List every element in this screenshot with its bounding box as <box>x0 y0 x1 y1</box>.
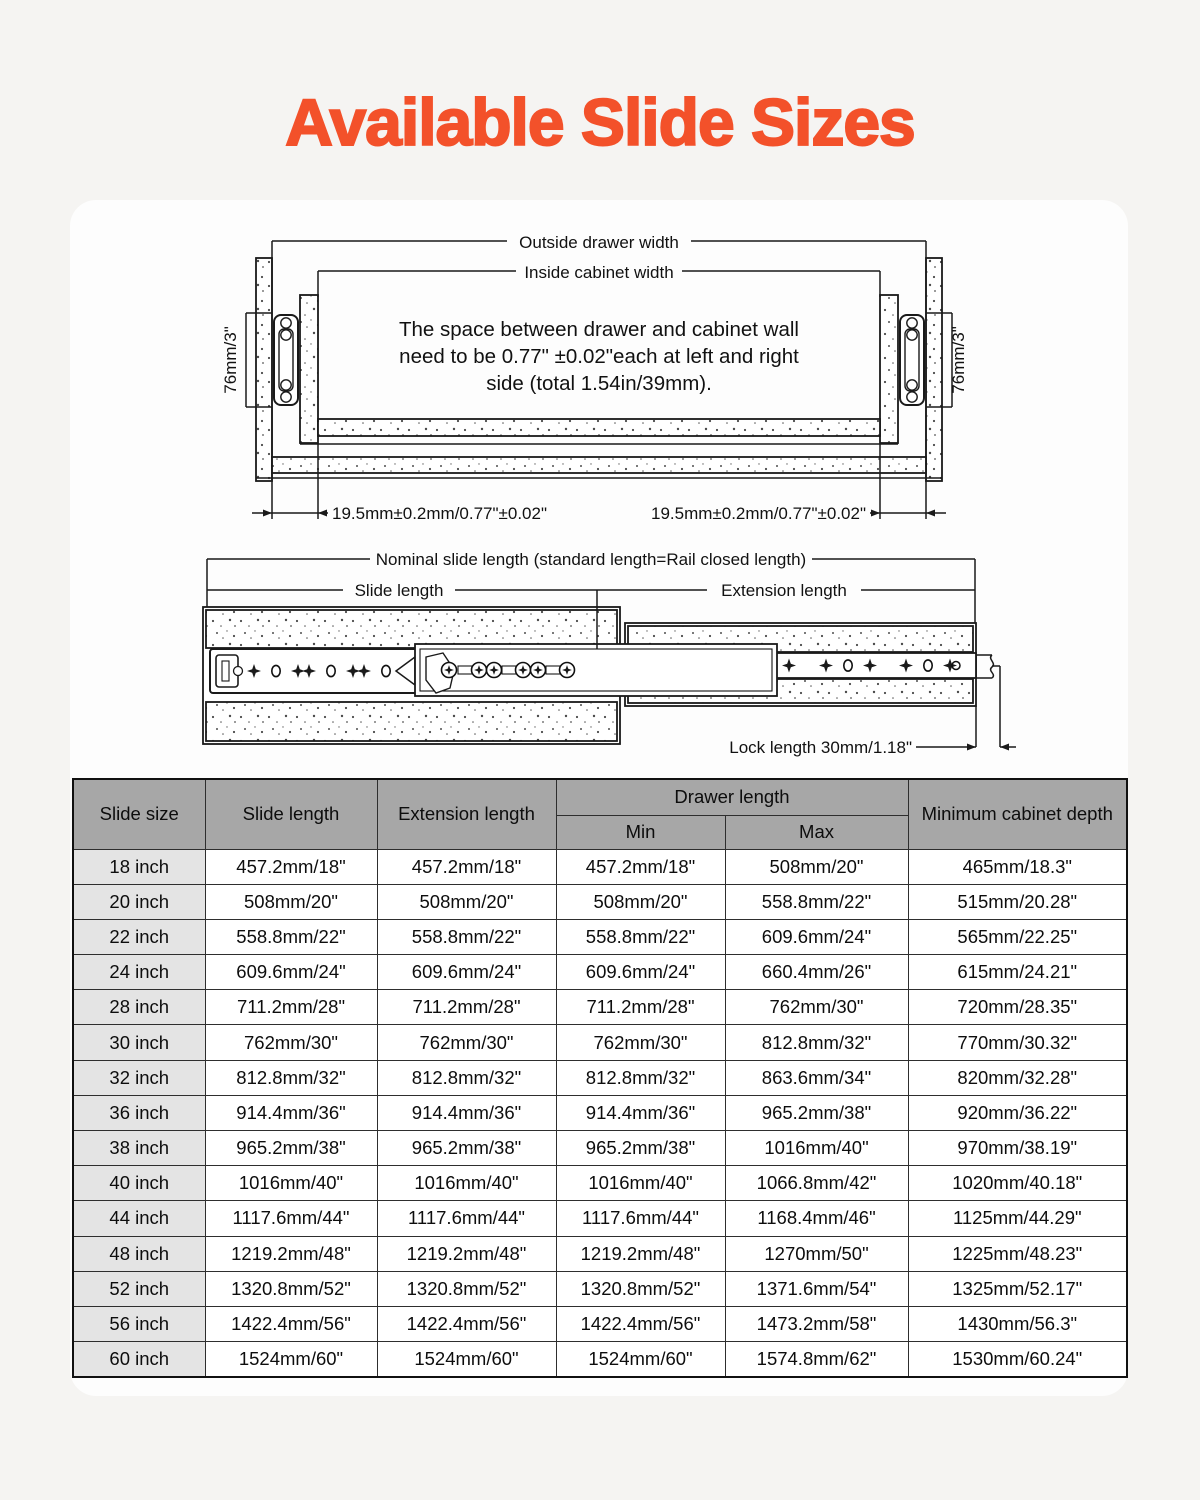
value-cell: 720mm/28.35" <box>908 990 1127 1025</box>
value-cell: 1225mm/48.23" <box>908 1236 1127 1271</box>
drawer-bottom-panel <box>318 419 880 436</box>
svg-text:side (total 1.54in/39mm).: side (total 1.54in/39mm). <box>486 372 712 395</box>
value-cell: 1325mm/52.17" <box>908 1271 1127 1306</box>
slide-size-cell: 44 inch <box>73 1201 205 1236</box>
table-row <box>73 1166 1127 1201</box>
value-cell: 1219.2mm/48" <box>205 1236 377 1271</box>
slide-length-diagram <box>70 545 1128 780</box>
table-row <box>73 1271 1127 1306</box>
content-card <box>70 200 1128 1396</box>
drawer-side-left <box>300 295 318 443</box>
value-cell: 457.2mm/18" <box>556 849 725 884</box>
value-cell: 812.8mm/32" <box>556 1060 725 1095</box>
svg-text:The space between drawer and c: The space between drawer and cabinet wall <box>399 318 799 341</box>
gap-dimension-left <box>252 444 547 523</box>
table-row <box>73 1060 1127 1095</box>
header-min-cabinet-depth: Minimum cabinet depth <box>908 779 1127 849</box>
svg-text:need to be 0.77" ±0.02"each at: need to be 0.77" ±0.02"each at left and right <box>399 345 799 368</box>
value-cell: 711.2mm/28" <box>556 990 725 1025</box>
value-cell: 508mm/20" <box>205 884 377 919</box>
cabinet-wall-right <box>926 258 942 481</box>
value-cell: 711.2mm/28" <box>205 990 377 1025</box>
value-cell: 1066.8mm/42" <box>725 1166 908 1201</box>
value-cell: 609.6mm/24" <box>377 955 556 990</box>
inner-rail <box>396 644 777 696</box>
value-cell: 711.2mm/28" <box>377 990 556 1025</box>
svg-text:Extension length: Extension length <box>721 581 847 600</box>
value-cell: 1020mm/40.18" <box>908 1166 1127 1201</box>
header-slide-length: Slide length <box>205 779 377 849</box>
value-cell: 465mm/18.3" <box>908 849 1127 884</box>
value-cell: 1473.2mm/58" <box>725 1306 908 1341</box>
table-row <box>73 1131 1127 1166</box>
value-cell: 920mm/36.22" <box>908 1095 1127 1130</box>
value-cell: 457.2mm/18" <box>377 849 556 884</box>
value-cell: 812.8mm/32" <box>377 1060 556 1095</box>
value-cell: 1371.6mm/54" <box>725 1271 908 1306</box>
value-cell: 1524mm/60" <box>556 1342 725 1377</box>
gap-dimension-right <box>651 444 946 523</box>
value-cell: 914.4mm/36" <box>556 1095 725 1130</box>
value-cell: 558.8mm/22" <box>205 919 377 954</box>
value-cell: 1524mm/60" <box>205 1342 377 1377</box>
value-cell: 660.4mm/26" <box>725 955 908 990</box>
value-cell: 812.8mm/32" <box>725 1025 908 1060</box>
value-cell: 615mm/24.21" <box>908 955 1127 990</box>
size-table-body <box>73 849 1127 1377</box>
value-cell: 965.2mm/38" <box>377 1131 556 1166</box>
value-cell: 1422.4mm/56" <box>205 1306 377 1341</box>
svg-text:76mm/3": 76mm/3" <box>949 326 968 394</box>
value-cell: 812.8mm/32" <box>205 1060 377 1095</box>
inside-cabinet-width-dimension <box>318 260 880 297</box>
table-row <box>73 1025 1127 1060</box>
svg-text:76mm/3": 76mm/3" <box>221 326 240 394</box>
value-cell: 515mm/20.28" <box>908 884 1127 919</box>
svg-text:19.5mm±0.2mm/0.77"±0.02": 19.5mm±0.2mm/0.77"±0.02" <box>332 504 547 523</box>
value-cell: 1320.8mm/52" <box>377 1271 556 1306</box>
table-row <box>73 849 1127 884</box>
table-row <box>73 955 1127 990</box>
svg-text:Nominal slide length (standard: Nominal slide length (standard length=Rail closed length) <box>375 550 807 569</box>
table-row <box>73 1095 1127 1130</box>
table-row <box>73 1236 1127 1271</box>
table-row <box>73 919 1127 954</box>
slide-size-cell: 18 inch <box>73 849 205 884</box>
value-cell: 508mm/20" <box>725 849 908 884</box>
value-cell: 914.4mm/36" <box>377 1095 556 1130</box>
svg-text:Slide length: Slide length <box>354 581 444 600</box>
table-row <box>73 1201 1127 1236</box>
table-row <box>73 1306 1127 1341</box>
value-cell: 1524mm/60" <box>377 1342 556 1377</box>
slide-size-cell: 40 inch <box>73 1166 205 1201</box>
slide-size-cell: 24 inch <box>73 955 205 990</box>
value-cell: 965.2mm/38" <box>556 1131 725 1166</box>
value-cell: 1574.8mm/62" <box>725 1342 908 1377</box>
value-cell: 965.2mm/38" <box>725 1095 908 1130</box>
value-cell: 1270mm/50" <box>725 1236 908 1271</box>
svg-text:Inside cabinet width: Inside cabinet width <box>524 263 674 282</box>
value-cell: 457.2mm/18" <box>205 849 377 884</box>
header-min: Min <box>556 815 725 849</box>
value-cell: 820mm/32.28" <box>908 1060 1127 1095</box>
slide-size-cell: 52 inch <box>73 1271 205 1306</box>
slide-size-cell: 36 inch <box>73 1095 205 1130</box>
value-cell: 508mm/20" <box>556 884 725 919</box>
value-cell: 762mm/30" <box>556 1025 725 1060</box>
size-table-wrap <box>72 778 1126 1378</box>
slide-profile-right <box>900 315 924 405</box>
value-cell: 508mm/20" <box>377 884 556 919</box>
value-cell: 1016mm/40" <box>556 1166 725 1201</box>
value-cell: 1422.4mm/56" <box>556 1306 725 1341</box>
value-cell: 914.4mm/36" <box>205 1095 377 1130</box>
value-cell: 1016mm/40" <box>377 1166 556 1201</box>
value-cell: 970mm/38.19" <box>908 1131 1127 1166</box>
value-cell: 609.6mm/24" <box>556 955 725 990</box>
value-cell: 1422.4mm/56" <box>377 1306 556 1341</box>
header-extension-length: Extension length <box>377 779 556 849</box>
value-cell: 1530mm/60.24" <box>908 1342 1127 1377</box>
value-cell: 1219.2mm/48" <box>556 1236 725 1271</box>
value-cell: 863.6mm/34" <box>725 1060 908 1095</box>
header-max: Max <box>725 815 908 849</box>
value-cell: 770mm/30.32" <box>908 1025 1127 1060</box>
value-cell: 609.6mm/24" <box>725 919 908 954</box>
value-cell: 1219.2mm/48" <box>377 1236 556 1271</box>
slide-size-cell: 22 inch <box>73 919 205 954</box>
value-cell: 558.8mm/22" <box>725 884 908 919</box>
slide-size-cell: 56 inch <box>73 1306 205 1341</box>
value-cell: 565mm/22.25" <box>908 919 1127 954</box>
slide-size-cell: 60 inch <box>73 1342 205 1377</box>
value-cell: 1016mm/40" <box>725 1131 908 1166</box>
value-cell: 1320.8mm/52" <box>556 1271 725 1306</box>
value-cell: 609.6mm/24" <box>205 955 377 990</box>
value-cell: 1320.8mm/52" <box>205 1271 377 1306</box>
value-cell: 1016mm/40" <box>205 1166 377 1201</box>
svg-text:Lock length 30mm/1.18": Lock length 30mm/1.18" <box>729 738 912 757</box>
cabinet-bottom-panel <box>272 457 926 473</box>
cabinet-wall-left <box>256 258 272 481</box>
slide-size-cell: 28 inch <box>73 990 205 1025</box>
value-cell: 1117.6mm/44" <box>205 1201 377 1236</box>
value-cell: 1117.6mm/44" <box>556 1201 725 1236</box>
header-slide-size: Slide size <box>73 779 205 849</box>
value-cell: 558.8mm/22" <box>377 919 556 954</box>
value-cell: 762mm/30" <box>725 990 908 1025</box>
table-row <box>73 884 1127 919</box>
slide-size-cell: 20 inch <box>73 884 205 919</box>
value-cell: 965.2mm/38" <box>205 1131 377 1166</box>
table-row <box>73 1342 1127 1377</box>
slide-size-cell: 48 inch <box>73 1236 205 1271</box>
table-row <box>73 990 1127 1025</box>
value-cell: 1430mm/56.3" <box>908 1306 1127 1341</box>
svg-text:19.5mm±0.2mm/0.77"±0.02": 19.5mm±0.2mm/0.77"±0.02" <box>651 504 866 523</box>
slide-size-cell: 32 inch <box>73 1060 205 1095</box>
value-cell: 1117.6mm/44" <box>377 1201 556 1236</box>
value-cell: 762mm/30" <box>377 1025 556 1060</box>
value-cell: 558.8mm/22" <box>556 919 725 954</box>
slide-size-cell: 30 inch <box>73 1025 205 1060</box>
drawer-side-right <box>880 295 898 443</box>
svg-text:Outside drawer width: Outside drawer width <box>519 233 679 252</box>
spacing-note <box>399 318 799 395</box>
drawer-cross-section-diagram <box>70 210 1128 545</box>
value-cell: 1168.4mm/46" <box>725 1201 908 1236</box>
slide-profile-left <box>274 315 298 405</box>
value-cell: 762mm/30" <box>205 1025 377 1060</box>
slide-size-cell: 38 inch <box>73 1131 205 1166</box>
header-drawer-length: Drawer length <box>556 779 908 815</box>
size-table <box>72 778 1128 1378</box>
value-cell: 1125mm/44.29" <box>908 1201 1127 1236</box>
page-title: Available Slide Sizes <box>285 85 915 159</box>
extension-length-dimension <box>597 579 975 601</box>
